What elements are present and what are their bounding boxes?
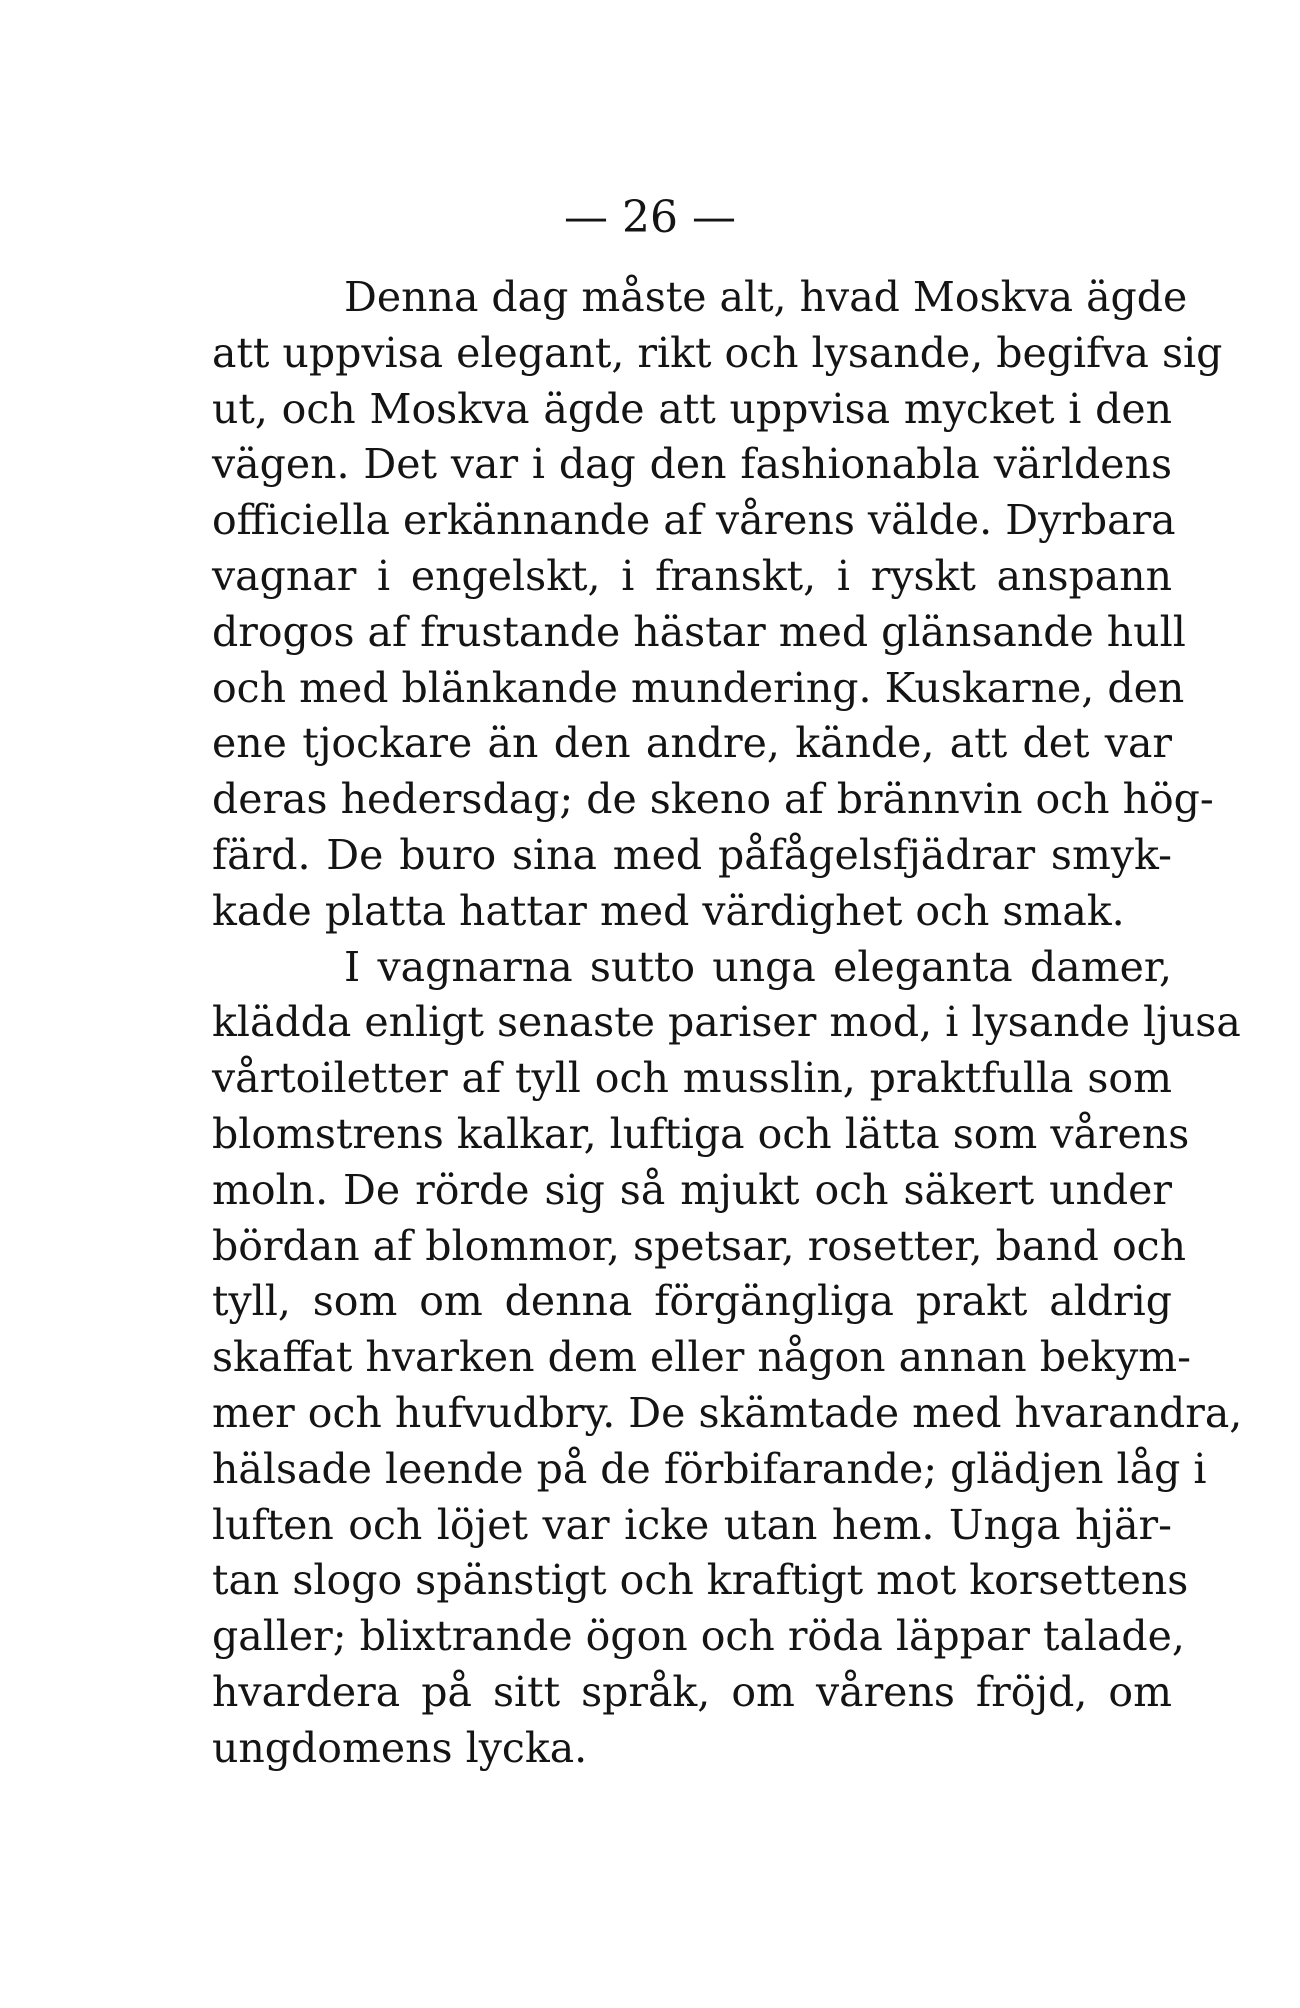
text-line: blomstrens kalkar, luftiga och lätta som vårens <box>212 1109 1190 1158</box>
text-line: tyll, som om denna förgängliga prakt aldrig <box>212 1277 1172 1326</box>
text-line: vagnar i engelskt, i franskt, i ryskt anspann <box>212 551 1172 600</box>
text-line: skaffat hvarken dem eller någon annan bekym- <box>212 1333 1191 1382</box>
text-line: färd. De buro sina med påfågelsfjädrar smyk- <box>212 830 1172 879</box>
text-line: tan slogo spänstigt och kraftigt mot korsettens <box>212 1556 1189 1605</box>
text-line: vårtoiletter af tyll och musslin, praktfulla som <box>212 1054 1172 1103</box>
text-line: ungdomens lycka. <box>212 1723 588 1772</box>
text-line: moln. De rörde sig så mjukt och säkert under <box>212 1165 1172 1214</box>
body-text <box>212 270 1243 1777</box>
text-line: galler; blixtrande ögon och röda läppar talade, <box>212 1612 1185 1661</box>
text-line: deras hedersdag; de skeno af brännvin och hög- <box>212 775 1214 824</box>
text-line: officiella erkännande af vårens välde. Dyrbara <box>212 496 1176 545</box>
text-line: klädda enligt senaste pariser mod, i lysande ljusa <box>212 998 1241 1047</box>
text-line: luften och löjet var icke utan hem. Unga hjär- <box>212 1500 1172 1549</box>
text-line: ene tjockare än den andre, kände, att det var <box>212 719 1172 768</box>
text-line: ut, och Moskva ägde att uppvisa mycket i den <box>212 384 1172 433</box>
text-line: hvardera på sitt språk, om vårens fröjd, om <box>212 1667 1172 1716</box>
text-line: och med blänkande mundering. Kuskarne, den <box>212 663 1185 712</box>
text-line: drogos af frustande hästar med glänsande hull <box>212 607 1186 656</box>
text-line: I vagnarna sutto unga eleganta damer, <box>344 942 1172 991</box>
text-line: vägen. Det var i dag den fashionabla världens <box>212 440 1172 489</box>
text-line: hälsade leende på de förbifarande; glädjen låg i <box>212 1444 1207 1493</box>
text-line: bördan af blommor, spetsar, rosetter, band och <box>212 1221 1187 1270</box>
text-line: kade platta hattar med värdighet och smak. <box>212 886 1125 935</box>
text-line: mer och hufvudbry. De skämtade med hvarandra, <box>212 1388 1243 1437</box>
text-line: att uppvisa elegant, rikt och lysande, begifva sig <box>212 328 1223 377</box>
text-line: Denna dag måste alt, hvad Moskva ägde <box>344 273 1188 321</box>
page-number: — 26 — <box>564 192 736 243</box>
